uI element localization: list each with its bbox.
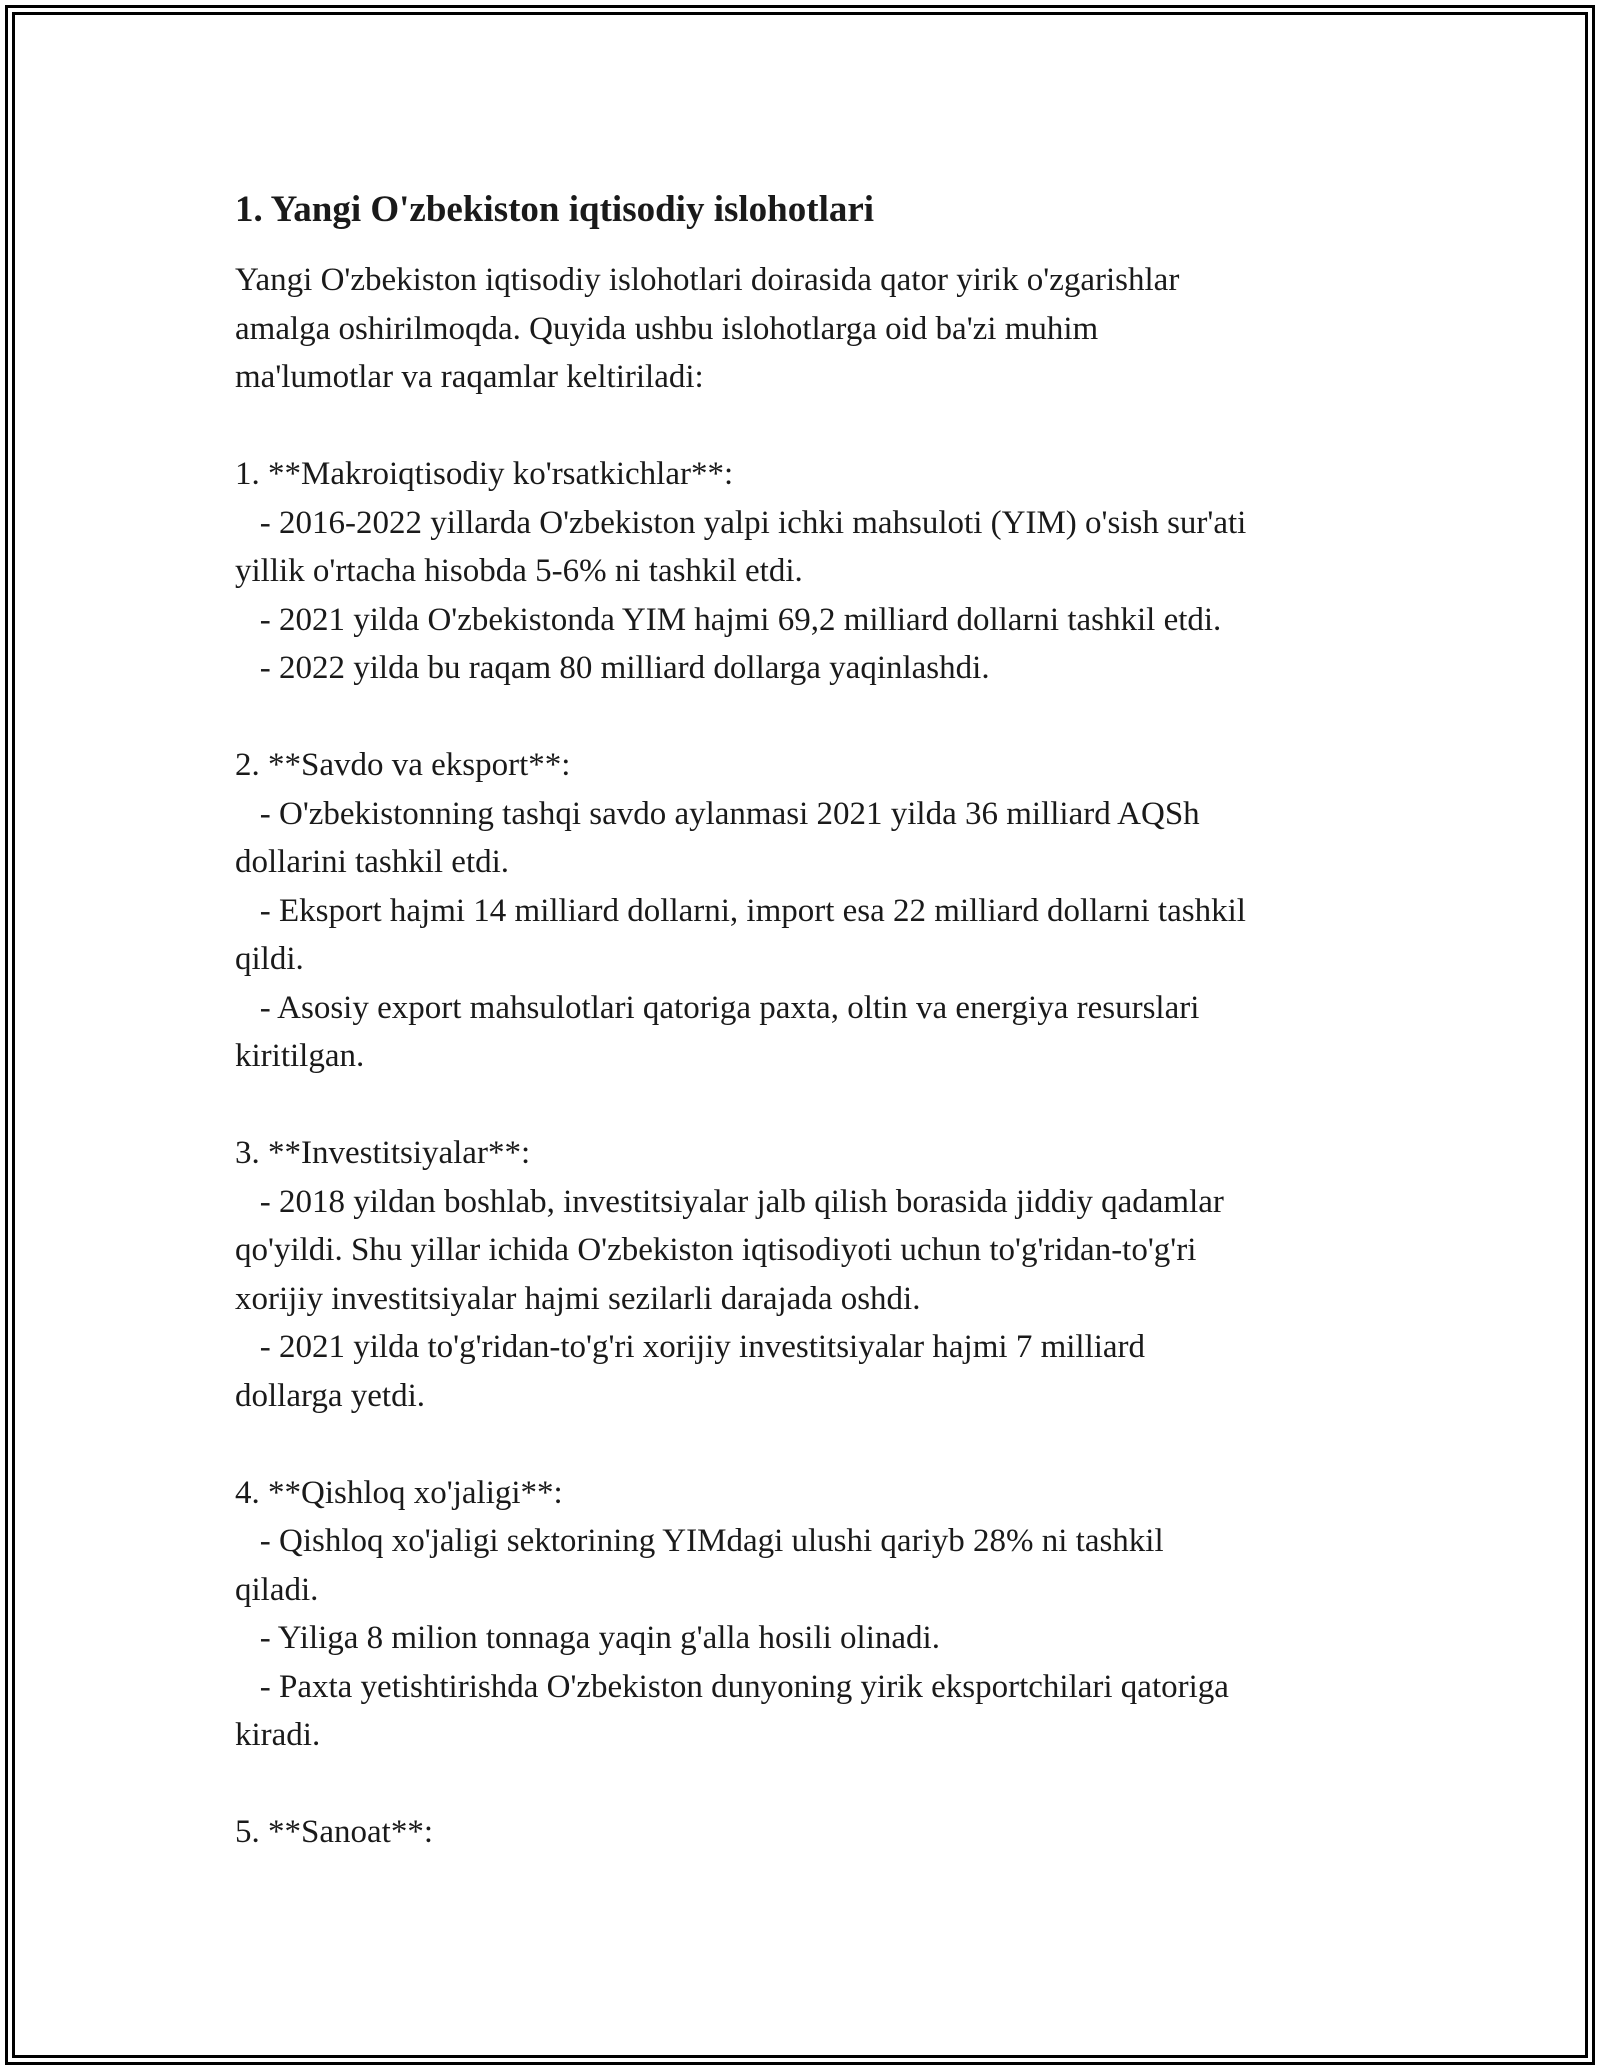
document-title: 1. Yangi O'zbekiston iqtisodiy islohotlari <box>235 189 875 230</box>
document-body: Yangi O'zbekiston iqtisodiy islohotlari doirasida qator yirik o'zgarishlar amalga oshirilmoqda. Quyida ushbu islohotlarga oid ba'zi muhim ma'lumotlar va raqamlar keltiriladi: 1. **Makroiqtisodiy ko'rsatkichlar**: - 2016-2022 yillarda O'zbekiston yalpi ichki mahsuloti (YIM) o'sish sur'ati yillik o'rtacha hisobda 5-6% ni tashkil etdi. - 2021 yilda O'zbekistonda YIM hajmi 69,2 milliard dollarni tashkil etdi. - 2022 yilda bu raqam 80 milliard dollarga yaqinlashdi. 2. **Savdo va eksport**: - O'zbekistonning tashqi savdo aylanmasi 2021 yilda 36 milliard AQSh dollarini tashkil etdi. - Eksport hajmi 14 milliard dollarni, import esa 22 milliard dollarni tashkil qildi. - Asosiy export mahsulotlari qatoriga paxta, oltin va energiya resurslari kiritilgan. 3. **Investitsiyalar**: - 2018 yildan boshlab, investitsiyalar jalb qilish borasida jiddiy qadamlar qo'yildi. Shu yillar ichida O'zbekiston iqtisodiyoti uchun to'g'ridan-to'g'ri xorijiy investitsiyalar hajmi sezilarli darajada oshdi. - 2021 yilda to'g'ridan-to'g'ri xorijiy investitsiyalar hajmi 7 milliard dollarga yetdi. 4. **Qishloq xo'jaligi**: - Qishloq xo'jaligi sektorining YIMdagi ulushi qariyb 28% ni tashkil qiladi. - Yiliga 8 milion tonnaga yaqin g'alla hosili olinadi. - Paxta yetishtirishda O'zbekiston dunyoning yirik eksportchilari qatoriga kiradi. 5. **Sanoat**: <box>235 262 1247 1850</box>
document-content <box>235 186 1385 1857</box>
